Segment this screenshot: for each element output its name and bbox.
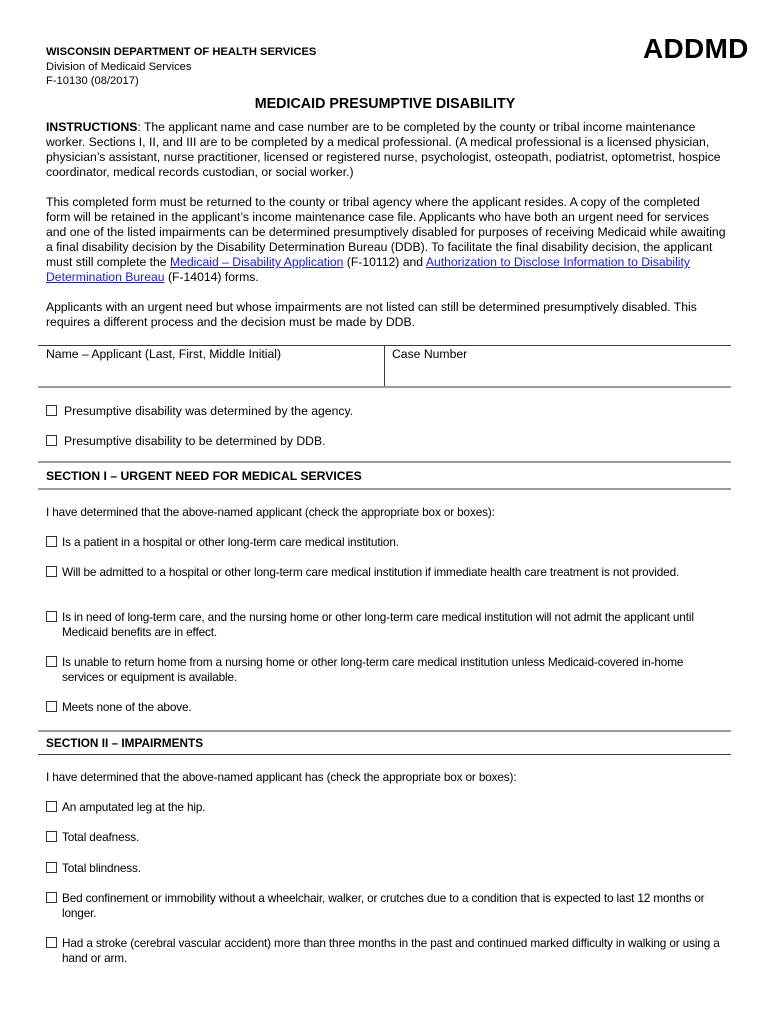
- checkbox[interactable]: [46, 656, 57, 667]
- division-name: Division of Medicaid Services: [46, 61, 192, 73]
- instructions-text: : The applicant name and case number are to be completed by the county or tribal income maintenance worker. Sections I, II, and III are to be completed by a medical professional. (A medical professional is a licensed physician, physician’s assistant, nurse practitioner, licensed or registered nurse, psychologist, osteopath, podiatrist, optometrist, hospice coordinator, medical records custodian, or social worker.): [46, 120, 721, 179]
- form-ref-1: (F-10112) and: [343, 255, 426, 269]
- option-label: Total deafness.: [62, 830, 140, 844]
- table-divider: [384, 345, 385, 387]
- impairment-option[interactable]: [46, 891, 726, 921]
- urgent-need-option[interactable]: [46, 610, 726, 640]
- section2-intro: I have determined that the above-named applicant has (check the appropriate box or boxes):: [46, 770, 517, 784]
- return-text: This completed form must be returned to the county or tribal agency where the applicant resides. A copy of the completed form will be retained in the applicant’s income maintenance case file. Applicants who have both an urgent need for services and one of the listed impairments can be determined presumptively disabled for purposes of receiving Medicaid while awaiting a final disability decision by the Disability Determination Bureau (DDB). To facilitate the final disability decision, the applicant must still complete the: [46, 195, 726, 269]
- section1-top-rule: [38, 461, 731, 463]
- impairment-option[interactable]: [46, 861, 726, 876]
- impairment-option[interactable]: [46, 830, 726, 845]
- section2-heading: SECTION II – IMPAIRMENTS: [46, 736, 204, 750]
- option-label: Is a patient in a hospital or other long-term care medical institution.: [62, 535, 399, 549]
- option-label: Total blindness.: [62, 861, 141, 875]
- section1-bottom-rule: [38, 488, 731, 490]
- section1-intro: I have determined that the above-named applicant (check the appropriate box or boxes):: [46, 505, 495, 519]
- urgent-need-paragraph: Applicants with an urgent need but whose impairments are not listed can still be determined presumptively disabled. This requires a different process and the decision must be made by DDB.: [46, 300, 697, 329]
- checkbox[interactable]: [46, 435, 57, 446]
- form-number: F-10130 (08/2017): [46, 75, 139, 87]
- checkbox[interactable]: [46, 892, 57, 903]
- authorization-to-disclose-link[interactable]: Authorization to Disclose Information to Disability Determination Bureau: [46, 255, 690, 284]
- checkbox[interactable]: [46, 937, 57, 948]
- option-label: An amputated leg at the hip.: [62, 800, 206, 814]
- section2-top-rule: [38, 730, 731, 732]
- urgent-need-option[interactable]: [46, 655, 726, 685]
- option-label: Is in need of long-term care, and the nursing home or other long-term care medical institution will not admit the applicant until Medicaid benefits are in effect.: [62, 610, 694, 639]
- option-label: Presumptive disability to be determined by DDB.: [64, 434, 326, 448]
- option-label: Had a stroke (cerebral vascular accident) more than three months in the past and continued marked difficulty in walking or using a hand or arm.: [62, 936, 720, 965]
- case-number-label: Case Number: [392, 347, 468, 361]
- applicant-name-label: Name – Applicant (Last, First, Middle Initial): [46, 347, 282, 361]
- urgent-need-option[interactable]: [46, 700, 726, 715]
- section2-bottom-rule: [38, 754, 731, 755]
- checkbox[interactable]: [46, 405, 57, 416]
- table-bottom-rule: [38, 386, 731, 388]
- checkbox[interactable]: [46, 566, 57, 577]
- option-label: Is unable to return home from a nursing home or other long-term care medical institution unless Medicaid-covered in-home services or equipment is available.: [62, 655, 684, 684]
- checkbox[interactable]: [46, 611, 57, 622]
- section1-heading: SECTION I – URGENT NEED FOR MEDICAL SERVICES: [46, 469, 362, 483]
- checkbox[interactable]: [46, 701, 57, 712]
- checkbox[interactable]: [46, 801, 57, 812]
- urgent-need-option[interactable]: [46, 535, 726, 550]
- option-label: Bed confinement or immobility without a wheelchair, walker, or crutches due to a condition that is expected to last 12 months or longer.: [62, 891, 705, 920]
- option-label: Will be admitted to a hospital or other long-term care medical institution if immediate health care treatment is not provided.: [62, 565, 680, 579]
- impairment-option[interactable]: [46, 936, 726, 966]
- determined-by-agency-option[interactable]: [46, 404, 726, 419]
- determined-by-ddb-option[interactable]: [46, 434, 726, 449]
- checkbox[interactable]: [46, 862, 57, 873]
- applicant-name-input[interactable]: [46, 364, 380, 384]
- instructions-paragraph: [46, 120, 726, 180]
- checkbox[interactable]: [46, 831, 57, 842]
- impairment-option[interactable]: [46, 800, 726, 815]
- instructions-label: INSTRUCTIONS: [46, 120, 138, 134]
- urgent-need-option[interactable]: [46, 565, 726, 580]
- return-paragraph: [46, 195, 726, 285]
- form-code: ADDMD: [643, 33, 749, 64]
- option-label: Presumptive disability was determined by the agency.: [64, 404, 354, 418]
- medicaid-disability-application-link[interactable]: Medicaid – Disability Application: [169, 255, 344, 269]
- agency-name: WISCONSIN DEPARTMENT OF HEALTH SERVICES: [46, 46, 317, 58]
- option-label: Meets none of the above.: [62, 700, 192, 714]
- page-title: MEDICAID PRESUMPTIVE DISABILITY: [254, 96, 516, 112]
- checkbox[interactable]: [46, 536, 57, 547]
- case-number-input[interactable]: [392, 364, 726, 384]
- form-ref-2: (F-14014) forms.: [164, 270, 259, 284]
